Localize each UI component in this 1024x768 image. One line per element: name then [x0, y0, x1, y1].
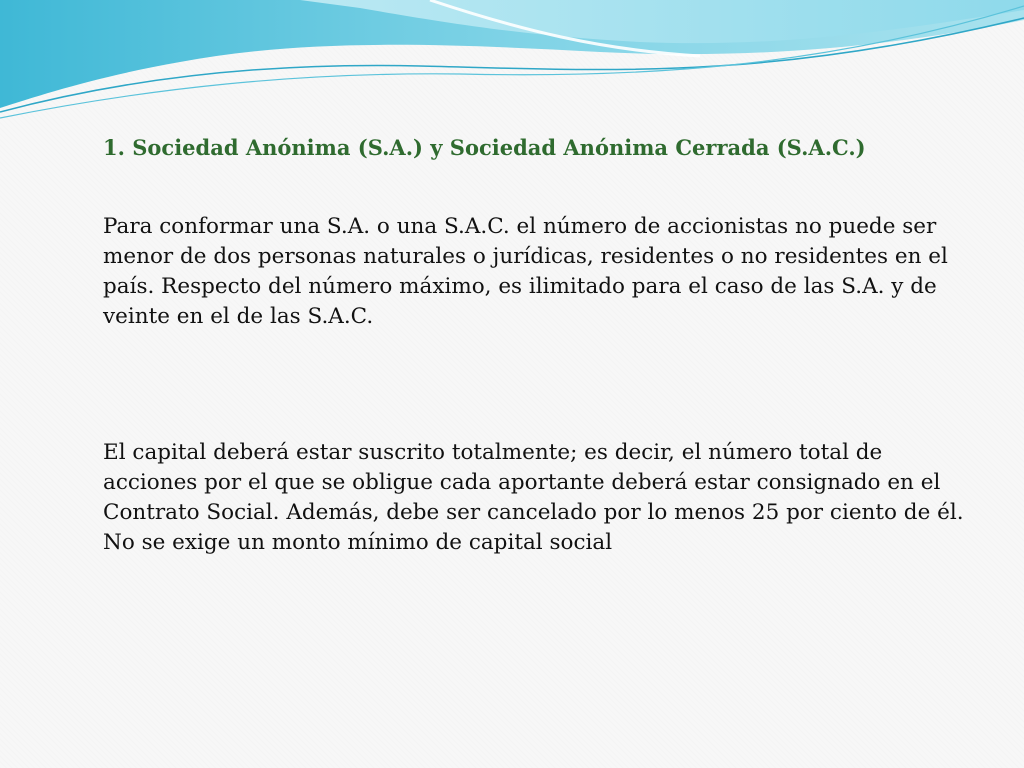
slide-heading: 1. Sociedad Anónima (S.A.) y Sociedad Anónima Cerrada (S.A.C.)	[103, 135, 866, 160]
paragraph-line: Contrato Social. Además, debe ser cancelado por lo menos 25 por ciento de él.	[103, 500, 964, 525]
paragraph-line: menor de dos personas naturales o jurídicas, residentes o no residentes en el	[103, 244, 948, 269]
paragraph-shareholders	[103, 212, 983, 332]
paragraph-line: Para conformar una S.A. o una S.A.C. el número de accionistas no puede ser	[103, 214, 937, 239]
paragraph-capital	[103, 438, 983, 558]
paragraph-line: veinte en el de las S.A.C.	[103, 304, 374, 329]
paragraph-line: país. Respecto del número máximo, es ilimitado para el caso de las S.A. y de	[103, 274, 937, 299]
paragraph-line: El capital deberá estar suscrito totalmente; es decir, el número total de	[103, 440, 883, 465]
header-wave-decoration	[0, 0, 1024, 130]
paragraph-line: No se exige un monto mínimo de capital social	[103, 530, 613, 555]
paragraph-line: acciones por el que se obligue cada aportante deberá estar consignado en el	[103, 470, 941, 495]
